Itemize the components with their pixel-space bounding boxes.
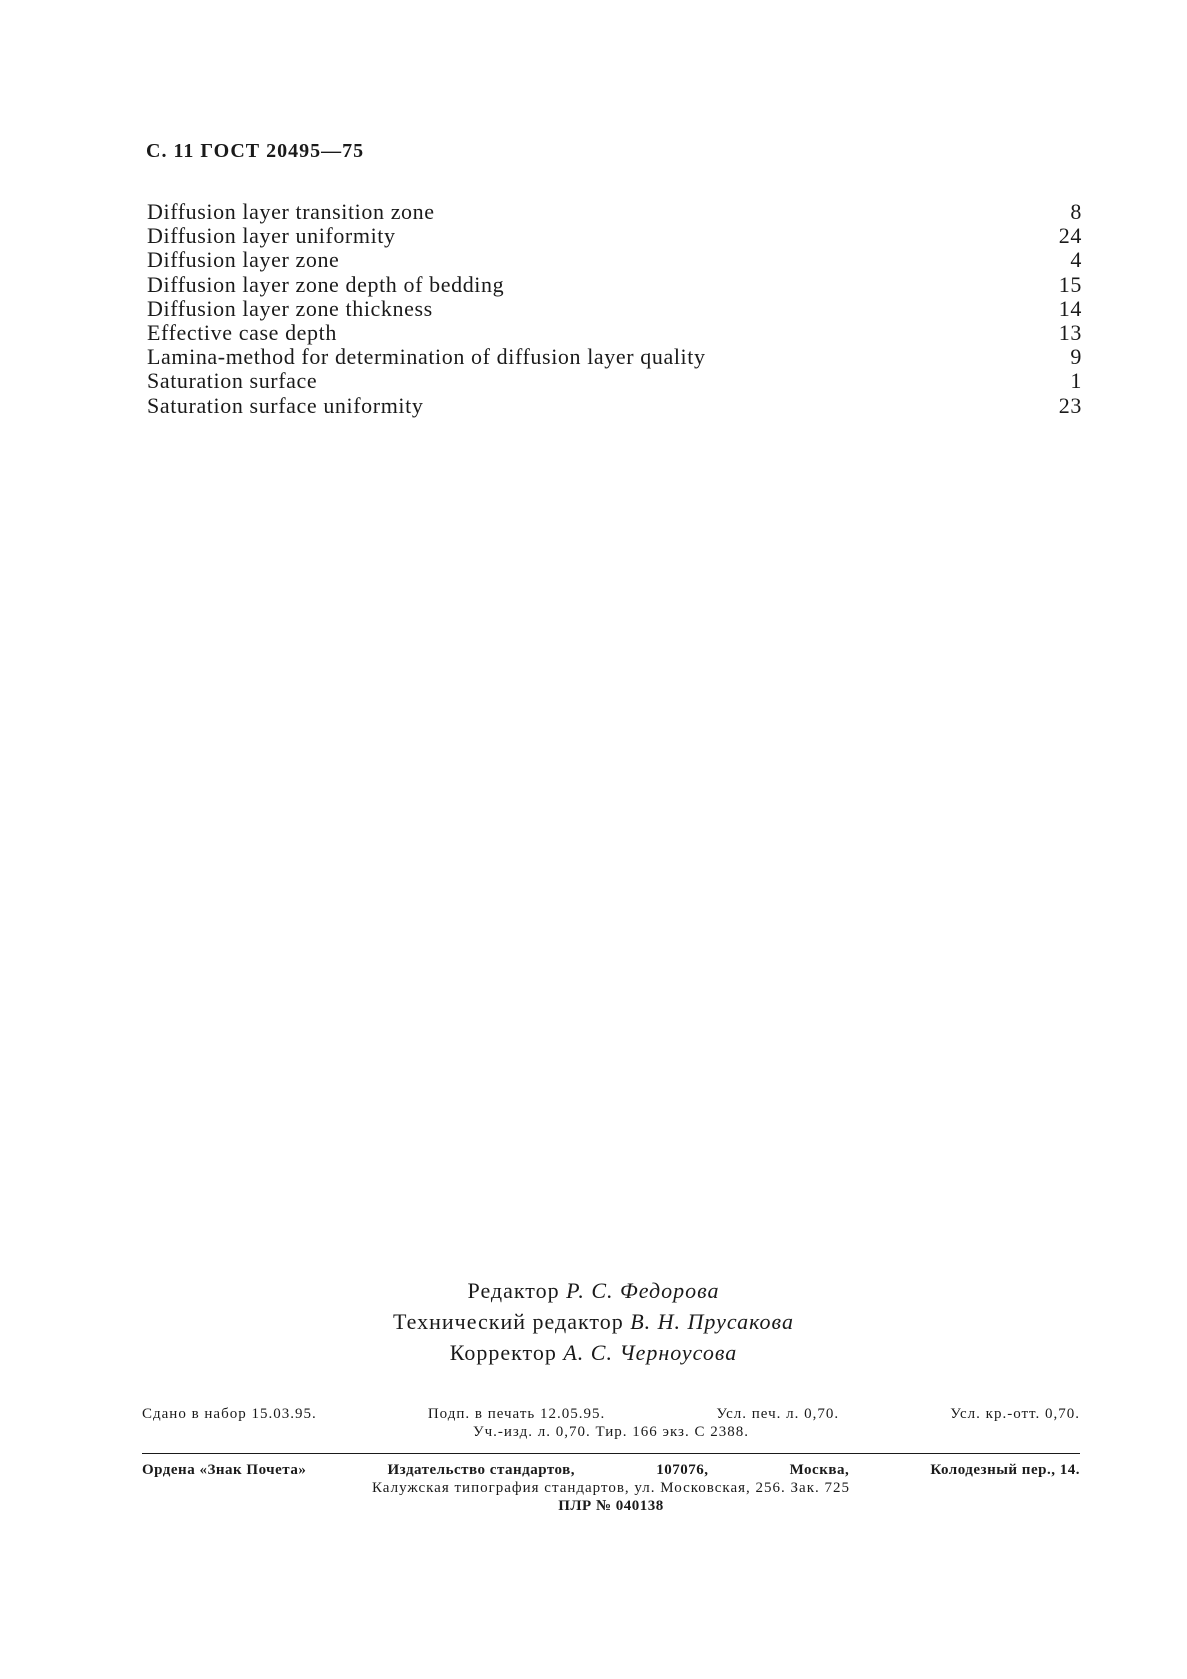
index-term: Saturation surface uniformity <box>147 392 424 418</box>
index-row <box>147 345 1082 369</box>
index-row <box>147 321 1082 345</box>
divider <box>142 1453 1080 1454</box>
index-page: 8 <box>1070 199 1082 224</box>
credits-block <box>0 1275 1187 1368</box>
index-page: 23 <box>1058 392 1082 418</box>
index-term: Diffusion layer uniformity <box>147 223 396 249</box>
credit-technical-editor <box>0 1306 1187 1337</box>
publisher-order: Ордена «Знак Почета» <box>142 1462 307 1478</box>
index-term: Diffusion layer zone <box>147 247 340 273</box>
index-term: Diffusion layer zone thickness <box>147 295 433 321</box>
imprint-color-sheets: Усл. кр.-отт. 0,70. <box>950 1406 1080 1422</box>
index-page: 24 <box>1058 223 1082 249</box>
credit-role: Технический редактор <box>393 1309 624 1334</box>
imprint-print-sheets: Усл. печ. л. 0,70. <box>716 1406 840 1422</box>
license-line: ПЛР № 040138 <box>558 1498 664 1514</box>
credit-editor <box>0 1275 1187 1306</box>
index-page: 13 <box>1058 319 1082 345</box>
index-row <box>147 273 1082 297</box>
page-header: С. 11 ГОСТ 20495—75 <box>146 140 365 162</box>
credit-role: Редактор <box>467 1278 560 1303</box>
index-term: Diffusion layer transition zone <box>147 199 435 224</box>
terms-index <box>147 200 1082 418</box>
imprint-block <box>142 1405 1080 1441</box>
index-page: 1 <box>1070 368 1082 394</box>
index-row <box>147 248 1082 272</box>
publisher-block <box>142 1461 1080 1515</box>
index-row <box>147 394 1082 418</box>
imprint-typeset-date: Сдано в набор 15.03.95. <box>142 1406 317 1422</box>
index-term: Diffusion layer zone depth of bedding <box>147 271 505 297</box>
publisher-city: Москва, <box>789 1462 850 1478</box>
publisher-postcode: 107076, <box>656 1462 709 1478</box>
publisher-line <box>142 1461 1080 1479</box>
index-page: 14 <box>1058 295 1082 321</box>
printer-line: Калужская типография стандартов, ул. Московская, 256. Зак. 725 <box>371 1480 850 1496</box>
index-page: 9 <box>1070 344 1082 370</box>
index-term: Lamina-method for determination of diffusion layer quality <box>147 344 706 370</box>
credit-name: В. Н. Прусакова <box>630 1309 794 1334</box>
imprint-print-date: Подп. в печать 12.05.95. <box>427 1406 606 1422</box>
credit-name: Р. С. Федорова <box>566 1278 720 1303</box>
credit-role: Корректор <box>449 1340 557 1365</box>
index-term: Saturation surface <box>147 368 318 394</box>
index-row <box>147 297 1082 321</box>
index-page: 4 <box>1070 247 1082 273</box>
index-row <box>147 369 1082 393</box>
credit-name: А. С. Черноусова <box>563 1340 738 1365</box>
index-row <box>147 200 1082 224</box>
index-row <box>147 224 1082 248</box>
index-page: 15 <box>1058 271 1082 297</box>
imprint-line <box>142 1405 1080 1423</box>
credit-proofreader <box>0 1337 1187 1368</box>
index-term: Effective case depth <box>147 319 337 345</box>
publisher-name: Издательство стандартов, <box>387 1462 576 1478</box>
publisher-street: Колодезный пер., 14. <box>930 1462 1080 1478</box>
imprint-line: Уч.-изд. л. 0,70. Тир. 166 экз. С 2388. <box>473 1424 749 1440</box>
